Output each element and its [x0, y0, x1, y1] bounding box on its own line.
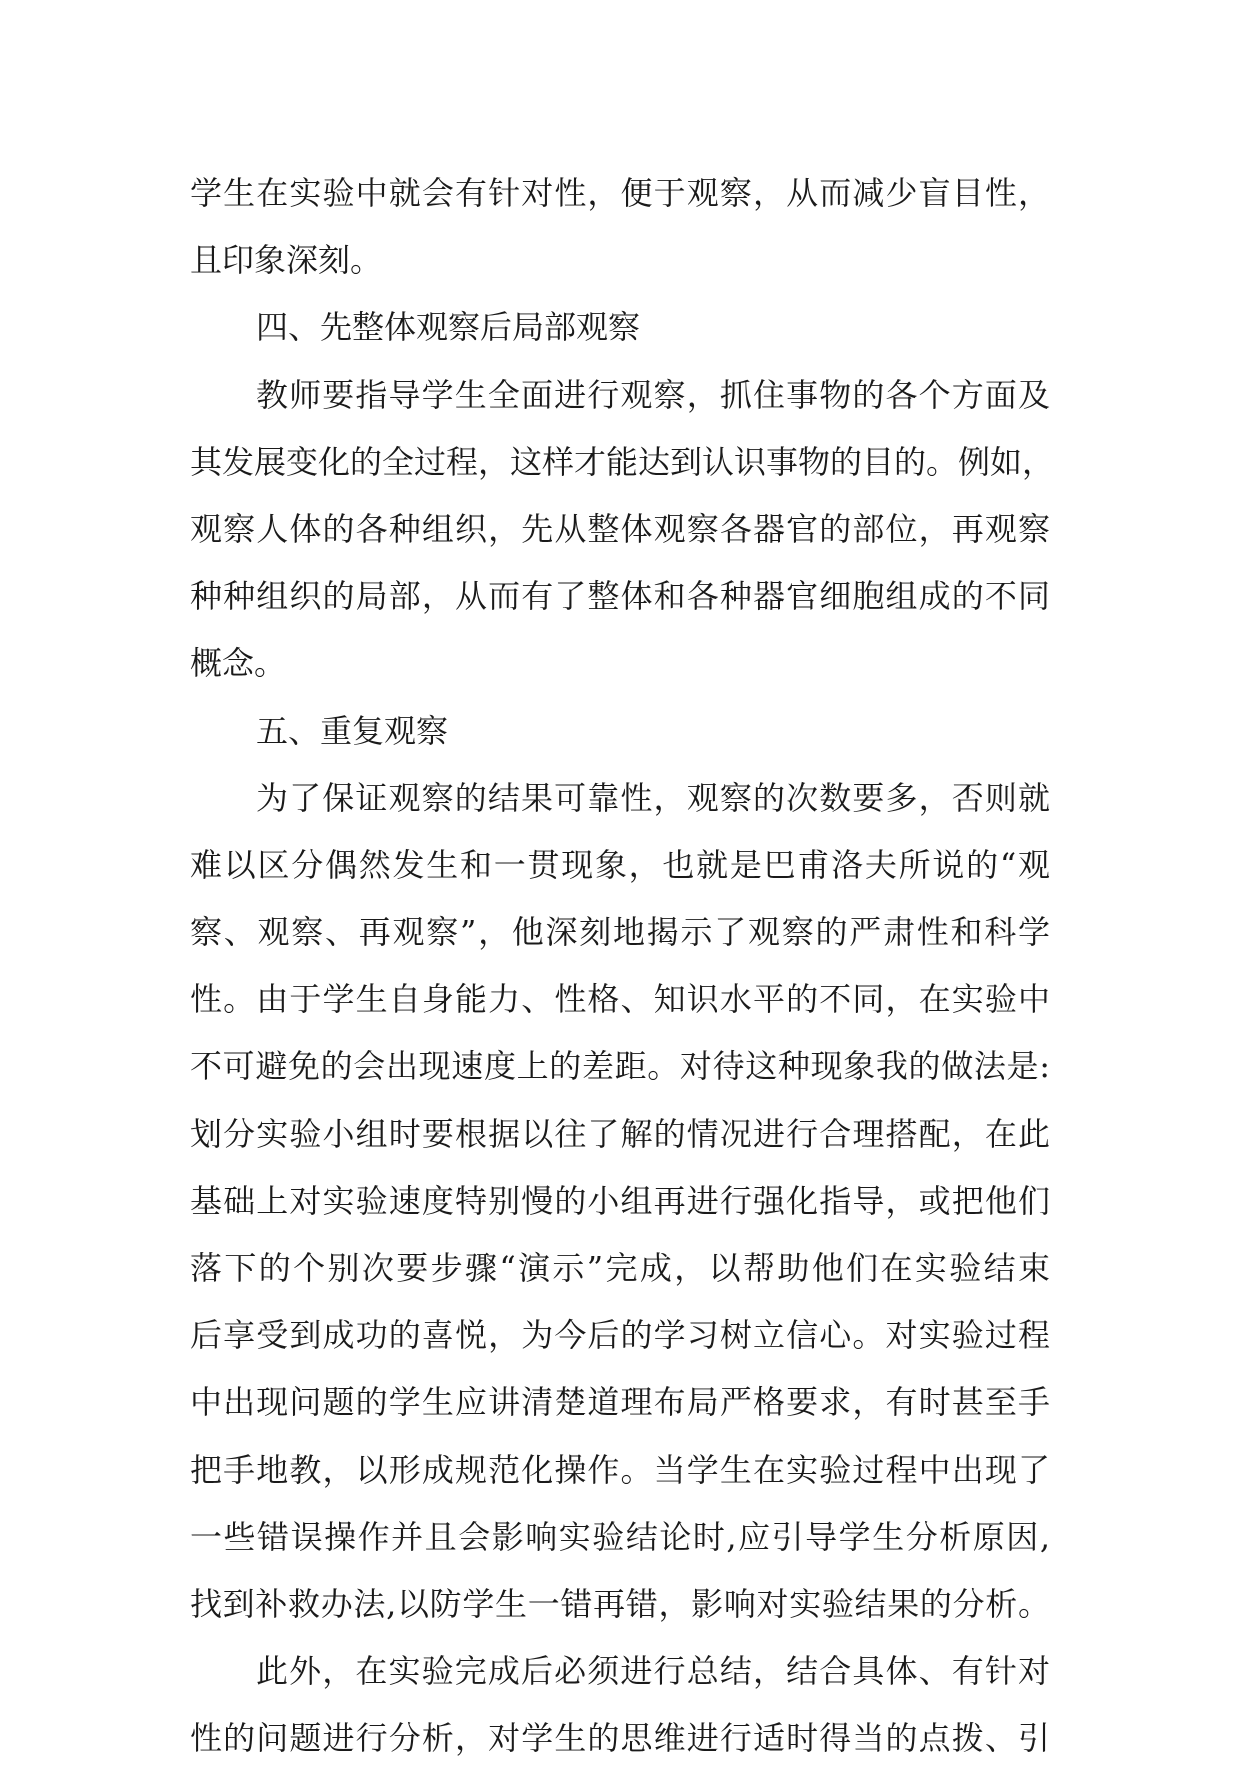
text-line: 中出现问题的学生应讲清楚道理布局严格要求，有时甚至手	[190, 1383, 1050, 1422]
text-line: 性。由于学生自身能力、性格、知识水平的不同，在实验中	[190, 980, 1050, 1019]
text-line: 种种组织的局部，从而有了整体和各种器官细胞组成的不同	[190, 577, 1050, 616]
text-line: 找到补救办法,以防学生一错再错，影响对实验结果的分析。	[190, 1584, 1050, 1623]
text-line: 难以区分偶然发生和一贯现象，也就是巴甫洛夫所说的“观	[190, 845, 1050, 884]
text-line: 基础上对实验速度特别慢的小组再进行强化指导，或把他们	[190, 1181, 1050, 1220]
text-line: 其发展变化的全过程，这样才能达到认识事物的目的。例如，	[190, 442, 1055, 481]
text-line: 为了保证观察的结果可靠性，观察的次数要多，否则就	[256, 778, 1050, 817]
text-line: 一些错误操作并且会影响实验结论时,应引导学生分析原因,	[190, 1517, 1050, 1556]
text-line: 学生在实验中就会有针对性，便于观察，从而减少盲目性，	[190, 174, 1050, 212]
text-line: 性的问题进行分析，对学生的思维进行适时得当的点拨、引	[190, 1719, 1050, 1758]
text-line: 概念。	[190, 644, 287, 683]
text-line: 把手地教，以形成规范化操作。当学生在实验过程中出现了	[190, 1450, 1050, 1489]
section-heading: 四、先整体观察后局部观察	[256, 308, 641, 347]
document-body	[190, 160, 1055, 1773]
text-line: 此外，在实验完成后必须进行总结，结合具体、有针对	[256, 1652, 1050, 1691]
text-line: 教师要指导学生全面进行观察，抓住事物的各个方面及	[256, 375, 1050, 414]
text-line: 观察人体的各种组织，先从整体观察各器官的部位，再观察	[190, 509, 1050, 548]
text-line: 不可避免的会出现速度上的差距。对待这种现象我的做法是:	[190, 1047, 1050, 1086]
text-line: 察、观察、再观察”，他深刻地揭示了观察的严肃性和科学	[190, 913, 1050, 952]
text-line: 划分实验小组时要根据以往了解的情况进行合理搭配，在此	[190, 1114, 1050, 1153]
text-line: 且印象深刻。	[190, 241, 383, 280]
text-line: 后享受到成功的喜悦，为今后的学习树立信心。对实验过程	[190, 1316, 1050, 1355]
section-heading: 五、重复观察	[256, 711, 449, 750]
text-line: 落下的个别次要步骤“演示”完成，以帮助他们在实验结束	[190, 1249, 1050, 1287]
